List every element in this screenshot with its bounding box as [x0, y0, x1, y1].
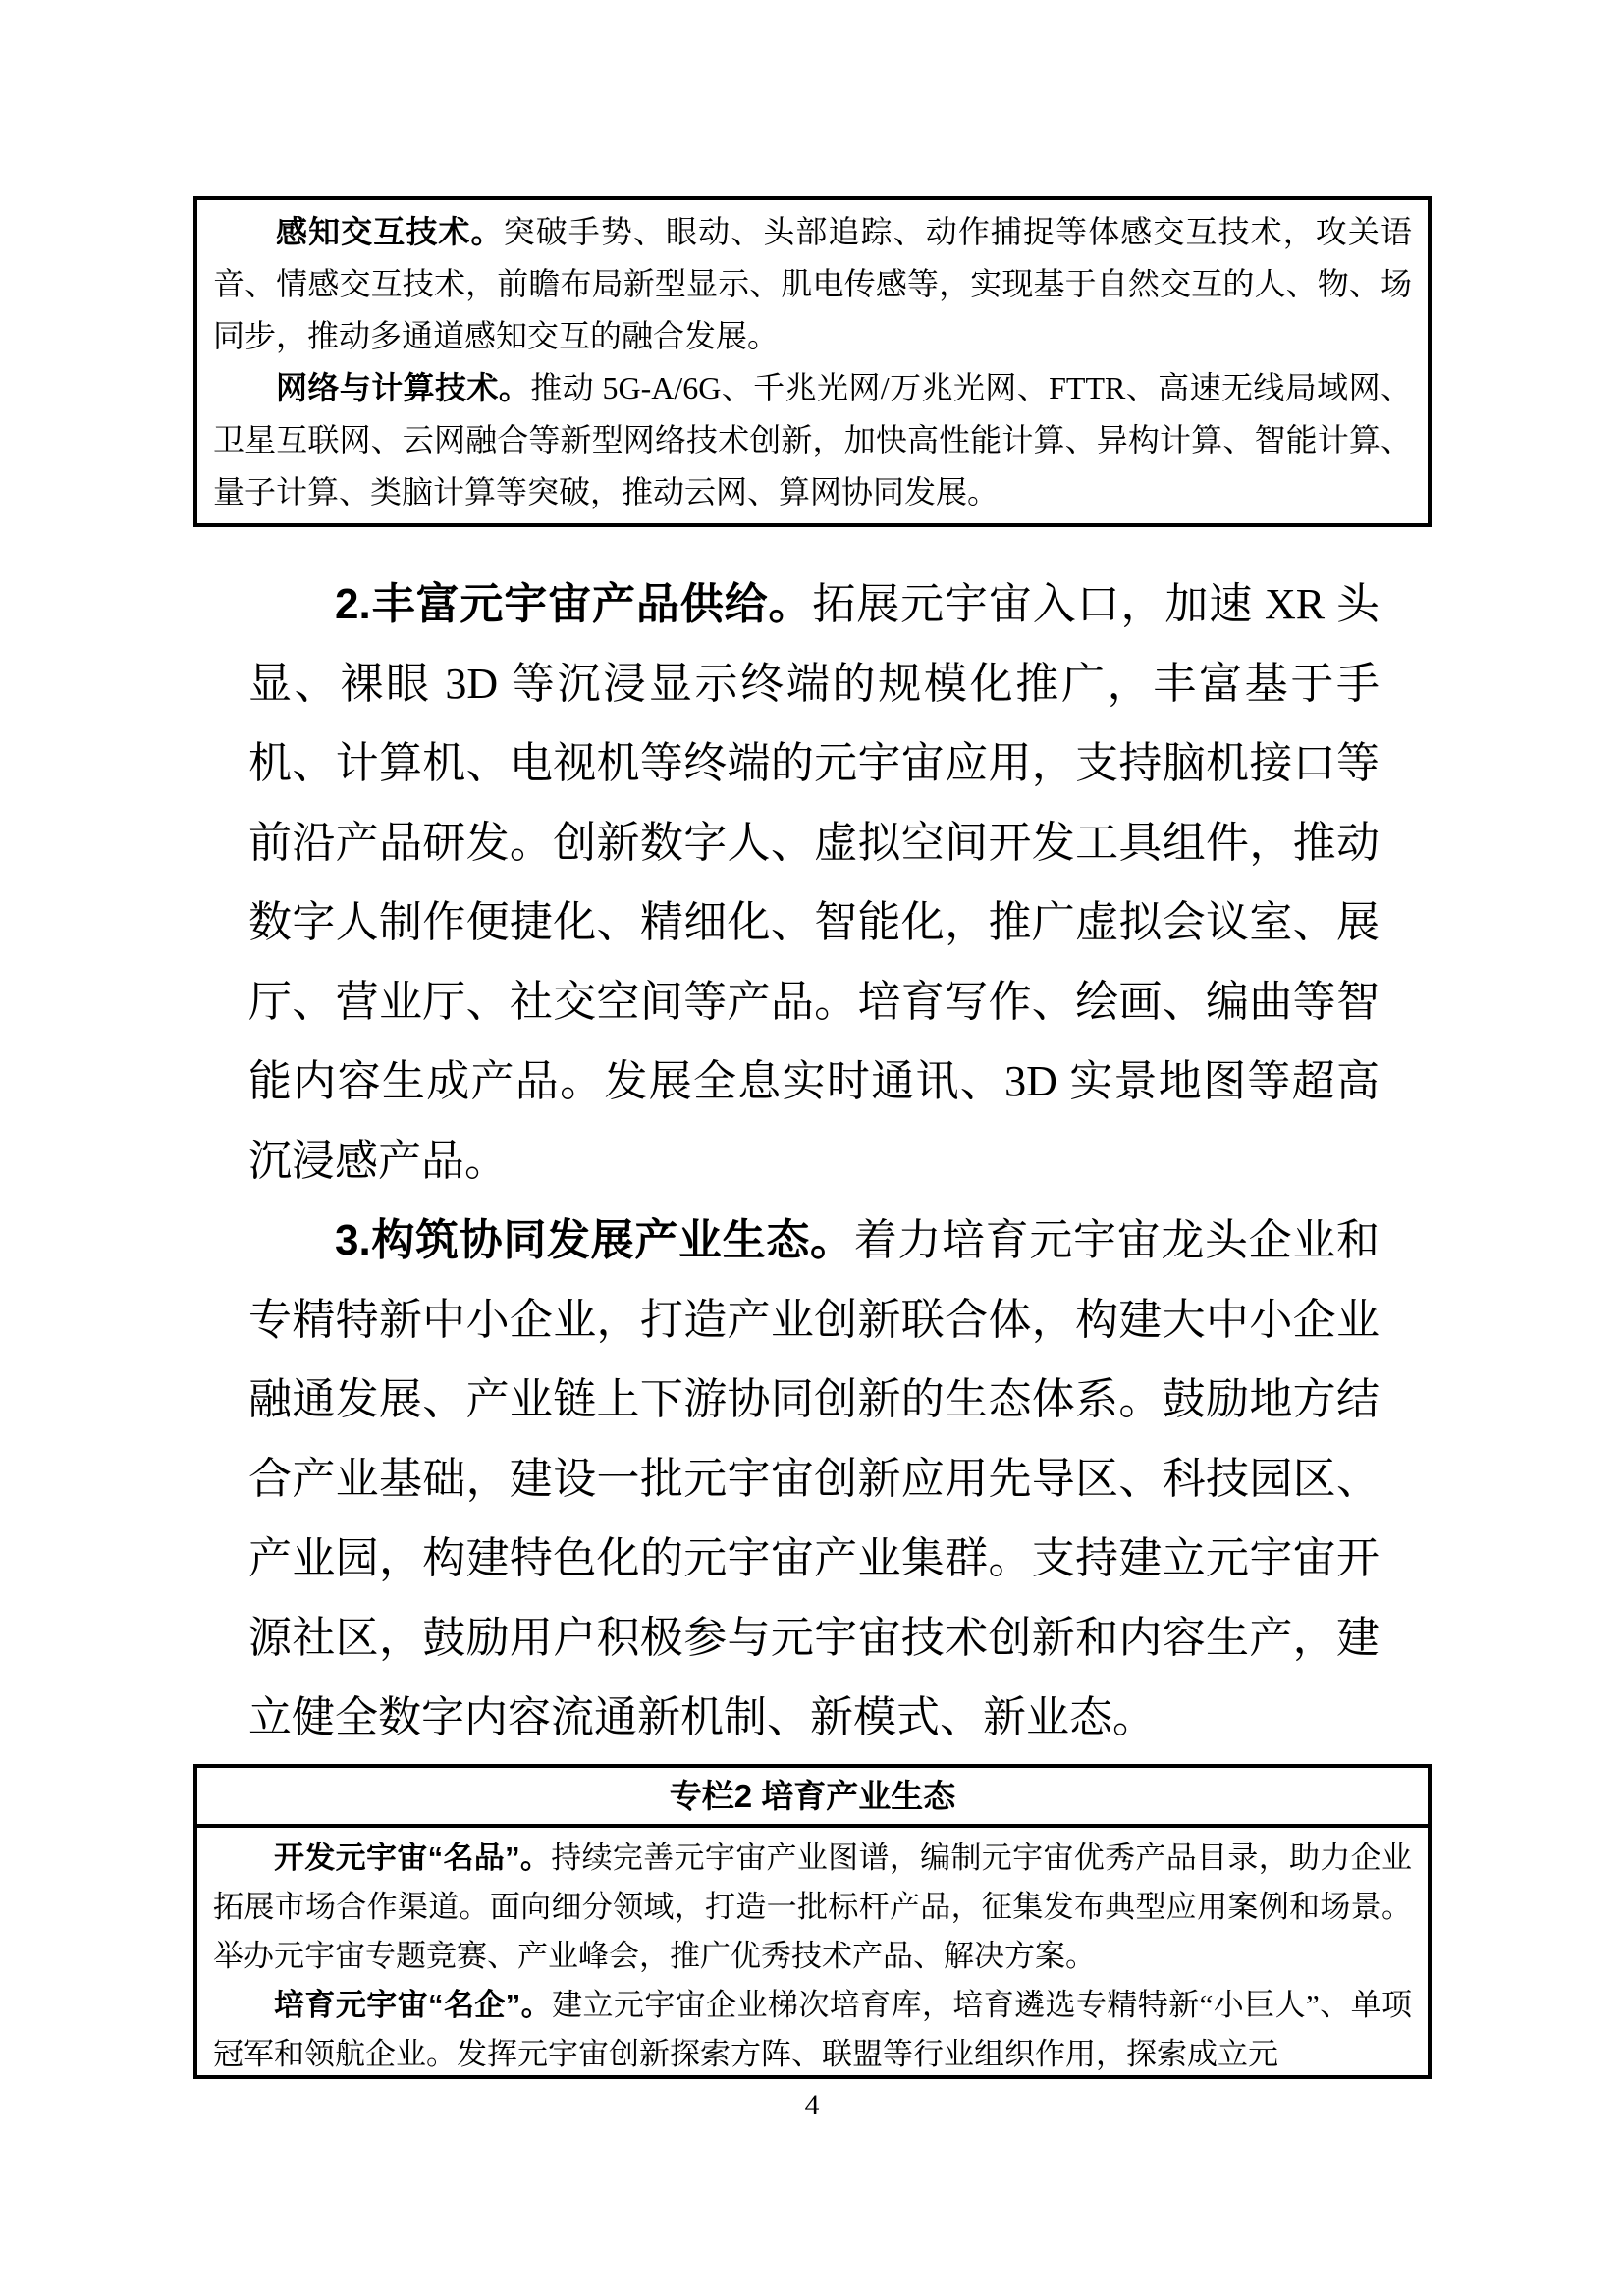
- column2-paragraph-enterprises-text: 建立元宇宙企业梯次培育库，培育遴选专精特新“小巨人”、单项冠军和领航企业。发挥元宇宙创新探索方阵、联盟等行业组织作用，探索成立元: [213, 1988, 1412, 2071]
- column2-paragraph-products: [213, 1834, 1412, 1981]
- tech-paragraph-perception-text: 突破手势、眼动、头部追踪、动作捕捉等体感交互技术，攻关语音、情感交互技术，前瞻布局新型显示、肌电传感等，实现基于自然交互的人、物、场同步，推动多通道感知交互的融合发展。: [213, 214, 1412, 353]
- body-paragraph-2-lead: 2.丰富元宇宙产品供给。: [335, 580, 813, 628]
- body-paragraph-3-lead: 3.构筑协同发展产业生态。: [335, 1216, 854, 1264]
- tech-paragraph-perception: [213, 206, 1412, 362]
- column2-paragraph-enterprises-lead: 培育元宇宙“名企”。: [274, 1988, 553, 2022]
- tech-paragraph-perception-lead: 感知交互技术。: [276, 214, 504, 249]
- body-paragraph-2: [248, 564, 1380, 1201]
- column2-paragraph-products-text: 持续完善元宇宙产业图谱，编制元宇宙优秀产品目录，助力企业拓展市场合作渠道。面向细分领域，打造一批标杆产品，征集发布典型应用案例和场景。举办元宇宙专题竞赛、产业峰会，推广优秀技术产品、解决方案。: [213, 1841, 1413, 1973]
- column2-ecosystem-box: [193, 1764, 1432, 2079]
- technology-callout-box: [193, 196, 1432, 527]
- column2-title: 专栏2 培育产业生态: [197, 1768, 1428, 1828]
- column2-content: [197, 1828, 1428, 2083]
- page-number: 4: [804, 2089, 820, 2121]
- tech-paragraph-network-lead: 网络与计算技术。: [276, 370, 531, 405]
- column2-paragraph-enterprises: [213, 1981, 1412, 2079]
- body-paragraph-2-text: 拓展元宇宙入口，加速 XR 头显、裸眼 3D 等沉浸显示终端的规模化推广，丰富基于手机、计算机、电视机等终端的元宇宙应用，支持脑机接口等前沿产品研发。创新数字人、虚拟空间开发工具组件，推动数字人制作便捷化、精细化、智能化，推广虚拟会议室、展厅、营业厅、社交空间等产品。培育写作、绘画、编曲等智能内容生成产品。发展全息实时通讯、3D 实景地图等超高沉浸感产品。: [248, 580, 1380, 1185]
- main-body: [248, 564, 1380, 1757]
- tech-paragraph-network: [213, 362, 1412, 518]
- tech-paragraph-network-text: 推动 5G-A/6G、千兆光网/万兆光网、FTTR、高速无线局域网、卫星互联网、云网融合等新型网络技术创新，加快高性能计算、异构计算、智能计算、量子计算、类脑计算等突破，推动云网、算网协同发展。: [213, 370, 1412, 509]
- body-paragraph-3-text: 着力培育元宇宙龙头企业和专精特新中小企业，打造产业创新联合体，构建大中小企业融通发展、产业链上下游协同创新的生态体系。鼓励地方结合产业基础，建设一批元宇宙创新应用先导区、科技园区、产业园，构建特色化的元宇宙产业集群。支持建立元宇宙开源社区，鼓励用户积极参与元宇宙技术创新和内容生产，建立健全数字内容流通新机制、新模式、新业态。: [248, 1216, 1380, 1741]
- body-paragraph-3: [248, 1201, 1380, 1757]
- column2-paragraph-products-lead: 开发元宇宙“名品”。: [274, 1841, 552, 1875]
